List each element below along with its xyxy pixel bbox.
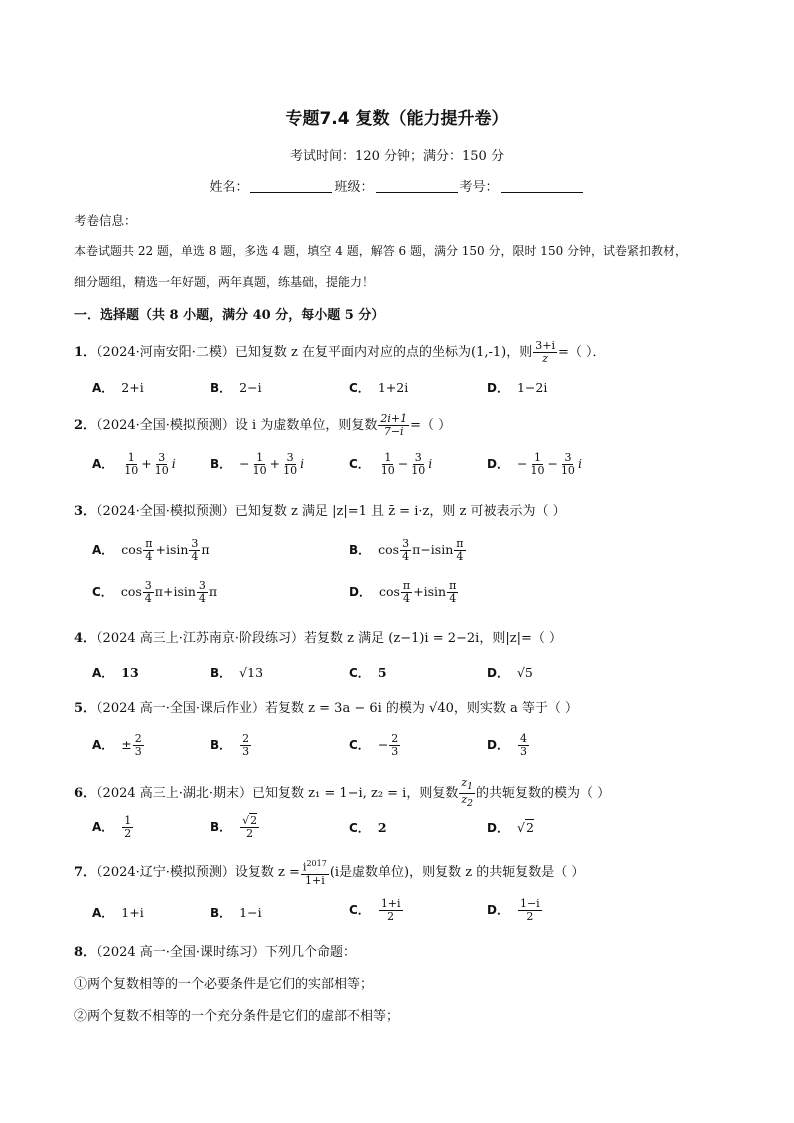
section-heading: 一．选择题（共 8 小题，满分 40 分，每小题 5 分） [74,308,385,323]
q2-option-c[interactable]: C． $\frac{1}{10}$ − $\frac{3}{10}$ i [349,451,433,477]
q7-option-b[interactable]: B． 1−i [210,905,262,920]
question-1: 1．（2024·河南安阳·二模）已知复数 z 在复平面内对应的点的坐标为(1,-1)，则 $\frac{3+i}{z}$ =（ ）． [74,339,606,365]
q7-option-d[interactable]: D． $\frac{1-i}{2}$ [487,897,540,923]
question-2: 2．（2024·全国·模拟预测）设 i 为虚数单位，则复数 $\frac{2i+1}{7-i}$ =（ ） [74,412,452,438]
class-label: 班级： [334,180,374,195]
q3-option-c[interactable]: C． cos $\frac{3}{4}$ π+isin $\frac{3}{4}$ π [92,579,218,605]
statement-2: ②两个复数不相等的一个充分条件是它们的虚部不相等； [74,1009,400,1024]
fraction: $\frac{z_1}{z_2}$ [461,776,473,810]
q1-option-c[interactable]: C． 1+2i [349,380,409,395]
q1-option-a[interactable]: A． 2+i [92,380,144,395]
q7-option-c[interactable]: C． $\frac{1+i}{2}$ [349,897,401,923]
q6-option-c[interactable]: C． 2 [349,820,387,835]
q6-option-d[interactable]: D． √2 [487,820,534,835]
q2-option-b[interactable]: B． − $\frac{1}{10}$ + $\frac{3}{10}$ i [210,451,305,477]
q4-option-d[interactable]: D． √5 [487,665,533,680]
q2-option-a[interactable]: A． $\frac{1}{10}$ + $\frac{3}{10}$ i [92,451,176,477]
question-6: 6．（2024 高三上·湖北·期末）已知复数 z₁ = 1−i, z₂ = i，则复数 $\frac{z_1}{z_2}$ 的共轭复数的模为（ ） [74,776,611,810]
question-7: 7．（2024·辽宁·模拟预测）设复数 z = $\frac{i^{2017}}{1+i}$ (i是虚数单位)，则复数 z 的共轭复数是（ ） [74,859,585,887]
fraction: $\frac{3+i}{z}$ [535,339,555,365]
q1-option-b[interactable]: B． 2−i [210,380,262,395]
q4-option-b[interactable]: B． √13 [210,665,264,680]
info-line-2: 细分题组，精选一年好题，两年真题，练基础，提能力！ [74,275,375,289]
question-3: 3．（2024·全国·模拟预测）已知复数 z 满足 |z|=1 且 z̄ = i·z，则 z 可被表示为（ ） [74,504,566,519]
page-title: 专题7.4 复数（能力提升卷） [285,109,509,129]
q4-option-a[interactable]: A． 13 [92,665,139,680]
fraction: $\frac{i^{2017}}{1+i}$ [302,859,327,887]
info-line-1: 本卷试题共 22 题，单选 8 题，多选 4 题，填空 4 题，解答 6 题，满分 150 分，限时 150 分钟，试卷紧扣教材， [74,244,688,258]
question-8: 8．（2024 高一·全国·课时练习）下列几个命题： [74,945,357,960]
fraction: $\frac{2i+1}{7-i}$ [380,412,408,438]
name-blank[interactable] [250,180,332,193]
q5-option-a[interactable]: A． ± $\frac{2}{3}$ [92,732,142,758]
q3-option-a[interactable]: A． cos $\frac{\pi}{4}$ +isin $\frac{3}{4}$ π [92,537,210,563]
info-label: 考卷信息： [74,213,137,228]
statement-1: ①两个复数相等的一个必要条件是它们的实部相等； [74,977,374,992]
q3-option-b[interactable]: B． cos $\frac{3}{4}$ π−isin $\frac{\pi}{4}$ [349,537,464,563]
q2-option-d[interactable]: D． − $\frac{1}{10}$ − $\frac{3}{10}$ i [487,451,582,477]
q4-option-c[interactable]: C． 5 [349,665,387,680]
q5-option-c[interactable]: C． − $\frac{2}{3}$ [349,732,399,758]
q6-option-a[interactable]: A． $\frac{1}{2}$ [92,814,132,840]
q6-option-b[interactable]: B． $\frac{√2}{2}$ [210,814,258,840]
exam-time: 考试时间：120 分钟；满分：150 分 [290,149,504,164]
q5-option-b[interactable]: B． $\frac{2}{3}$ [210,732,250,758]
name-label: 姓名： [209,180,249,195]
id-blank[interactable] [501,180,583,193]
class-blank[interactable] [376,180,458,193]
id-label: 考号： [459,180,499,195]
student-fields [0,176,794,195]
question-4: 4．（2024 高三上·江苏南京·阶段练习）若复数 z 满足 (z−1)i = 2−2i，则|z|=（ ） [74,631,562,646]
q3-option-d[interactable]: D． cos $\frac{\pi}{4}$ +isin $\frac{\pi}{4}$ [349,579,457,605]
q1-option-d[interactable]: D． 1−2i [487,380,548,395]
q7-option-a[interactable]: A． 1+i [92,905,144,920]
question-5: 5．（2024 高一·全国·课后作业）若复数 z = 3a − 6i 的模为 √40，则实数 a 等于（ ） [74,701,579,716]
q5-option-d[interactable]: D． $\frac{4}{3}$ [487,732,527,758]
